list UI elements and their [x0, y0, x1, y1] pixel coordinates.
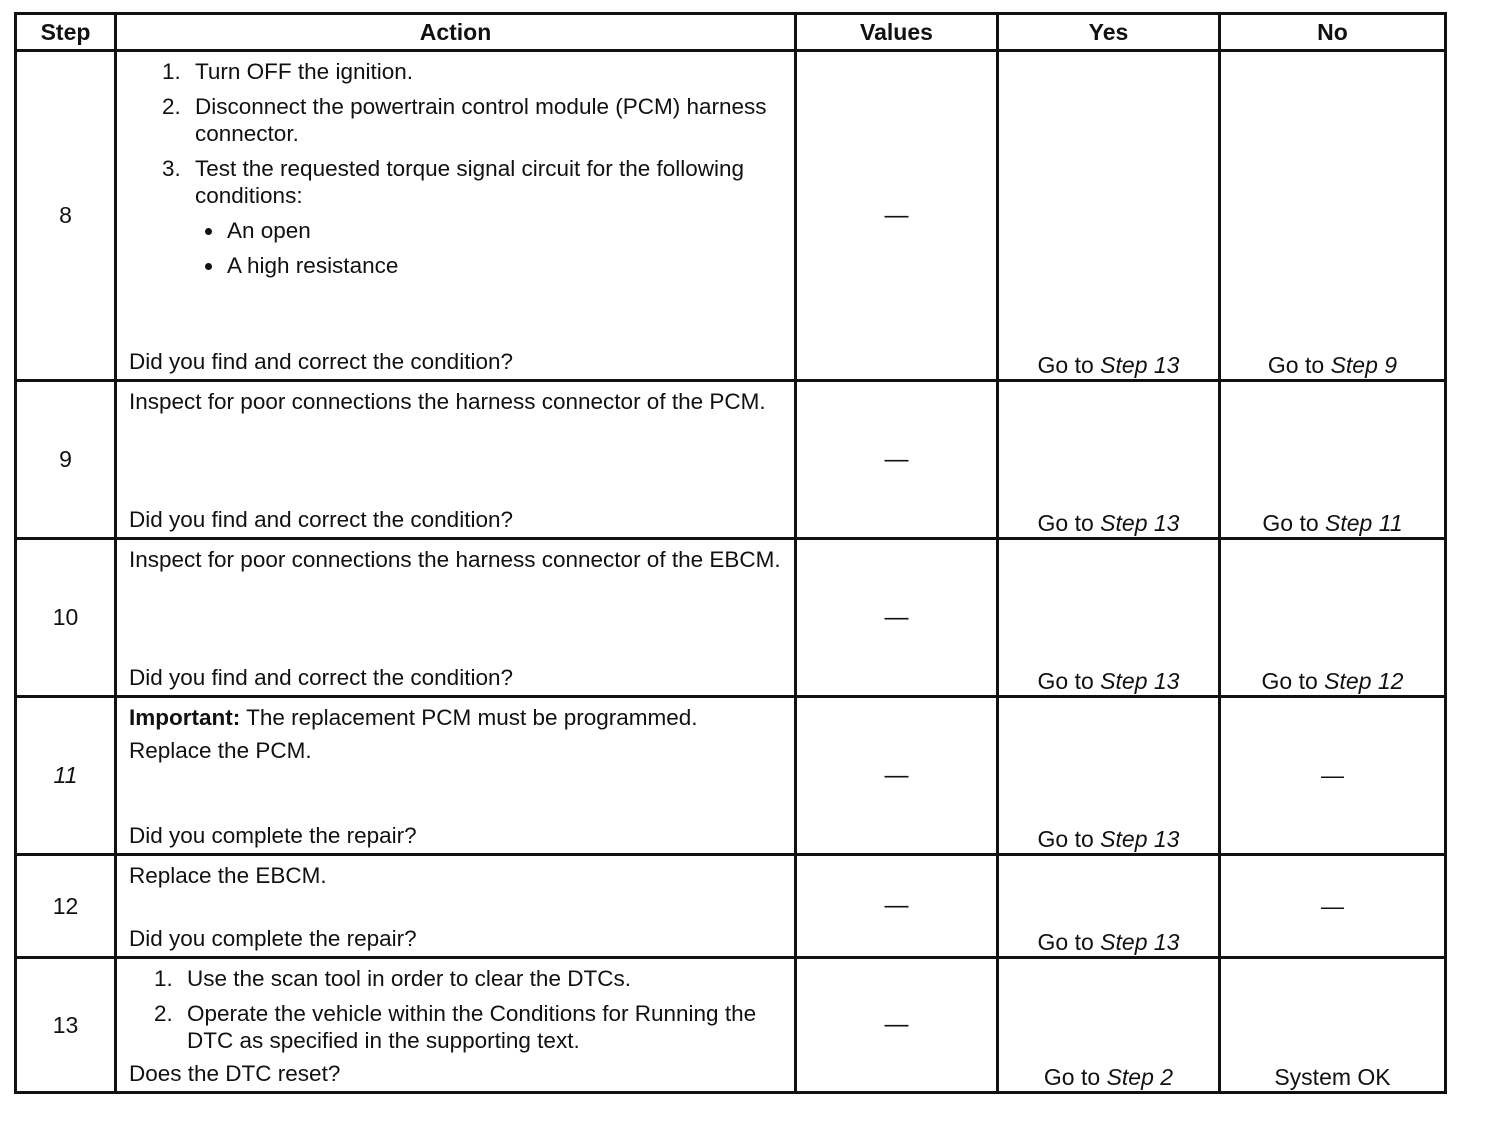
- yes-cell: [998, 381, 1220, 539]
- list-item: [187, 155, 782, 279]
- values-cell: —: [796, 855, 998, 958]
- no-cell: —: [1220, 697, 1446, 855]
- action-steps-list: [129, 965, 782, 1054]
- important-note: [129, 704, 782, 731]
- header-action: Action: [116, 14, 796, 51]
- header-yes: Yes: [998, 14, 1220, 51]
- yes-prefix: Go to: [1037, 826, 1094, 852]
- yes-prefix: Go to: [1037, 352, 1094, 378]
- yes-cell: [998, 697, 1220, 855]
- step-number: 12: [16, 855, 116, 958]
- action-cell: [116, 958, 796, 1093]
- yes-prefix: Go to: [1037, 929, 1094, 955]
- table-row: [16, 51, 1446, 381]
- action-text: Replace the EBCM.: [129, 863, 327, 888]
- values-cell: —: [796, 697, 998, 855]
- list-item: 1. Turn OFF the ignition.: [187, 58, 782, 85]
- yes-step-link[interactable]: Step 13: [1100, 510, 1180, 536]
- no-prefix: Go to: [1267, 352, 1325, 378]
- no-cell: [1220, 381, 1446, 539]
- action-question: Does the DTC reset?: [129, 1061, 341, 1086]
- yes-prefix: Go to: [1037, 510, 1094, 536]
- yes-cell: [998, 51, 1220, 381]
- table-row: [16, 539, 1446, 697]
- action-text: Inspect for poor connections the harness connector of the PCM.: [129, 389, 766, 414]
- table-row: [16, 697, 1446, 855]
- step-number: 11: [16, 697, 116, 855]
- yes-cell: [998, 958, 1220, 1093]
- action-cell: [116, 51, 796, 381]
- yes-step-link[interactable]: Step 13: [1100, 929, 1180, 955]
- header-row: [16, 14, 1446, 51]
- yes-cell: [998, 855, 1220, 958]
- header-values: Values: [796, 14, 998, 51]
- action-question: Did you find and correct the condition?: [129, 665, 513, 690]
- values-cell: —: [796, 51, 998, 381]
- step-number: 9: [16, 381, 116, 539]
- yes-step-link[interactable]: Step 13: [1100, 352, 1180, 378]
- table-row: [16, 381, 1446, 539]
- bullet-item: • A high resistance: [225, 252, 782, 279]
- no-cell: System OK: [1220, 958, 1446, 1093]
- step-number: 8: [16, 51, 116, 381]
- action-cell: [116, 855, 796, 958]
- no-step-link[interactable]: Step 12: [1324, 668, 1404, 694]
- action-question: Did you find and correct the condition?: [129, 349, 513, 374]
- values-cell: —: [796, 958, 998, 1093]
- yes-prefix: Go to: [1043, 1064, 1101, 1090]
- no-cell: [1220, 51, 1446, 381]
- action-cell: [116, 539, 796, 697]
- bullet-item: • An open: [225, 217, 782, 244]
- important-text: The replacement PCM must be programmed.: [246, 705, 698, 730]
- table-row: [16, 958, 1446, 1093]
- step-number: 13: [16, 958, 116, 1093]
- list-item: 1. Use the scan tool in order to clear the DTCs.: [179, 965, 782, 992]
- condition-bullets: [195, 217, 782, 279]
- values-cell: —: [796, 381, 998, 539]
- yes-cell: [998, 539, 1220, 697]
- no-step-link[interactable]: Step 11: [1325, 510, 1403, 536]
- action-cell: [116, 697, 796, 855]
- yes-prefix: Go to: [1037, 668, 1094, 694]
- no-prefix: Go to: [1261, 668, 1318, 694]
- step-number: 10: [16, 539, 116, 697]
- action-text: Replace the PCM.: [129, 738, 312, 763]
- action-text: Inspect for poor connections the harness connector of the EBCM.: [129, 547, 781, 572]
- no-cell: [1220, 539, 1446, 697]
- no-step-link[interactable]: Step 9: [1330, 352, 1398, 378]
- no-cell: —: [1220, 855, 1446, 958]
- list-item-text: Test the requested torque signal circuit for the following conditions:: [195, 156, 745, 208]
- action-question: Did you complete the repair?: [129, 926, 417, 951]
- action-question: Did you complete the repair?: [129, 823, 417, 848]
- list-item: 2. Operate the vehicle within the Conditions for Running the DTC as specified in the supporting text.: [179, 1000, 782, 1054]
- action-question: Did you find and correct the condition?: [129, 507, 513, 532]
- list-item: 2. Disconnect the powertrain control module (PCM) harness connector.: [187, 93, 782, 147]
- header-no: No: [1220, 14, 1446, 51]
- yes-step-link[interactable]: Step 13: [1100, 826, 1180, 852]
- important-label: Important:: [129, 705, 241, 730]
- header-step: Step: [16, 14, 116, 51]
- action-cell: [116, 381, 796, 539]
- action-steps-list: [129, 58, 782, 279]
- table-row: [16, 855, 1446, 958]
- values-cell: —: [796, 539, 998, 697]
- yes-step-link[interactable]: Step 2: [1106, 1064, 1174, 1090]
- diagnostic-table-sheet: [14, 12, 1447, 1094]
- diagnostic-table: [14, 12, 1447, 1094]
- no-prefix: Go to: [1262, 510, 1319, 536]
- yes-step-link[interactable]: Step 13: [1100, 668, 1180, 694]
